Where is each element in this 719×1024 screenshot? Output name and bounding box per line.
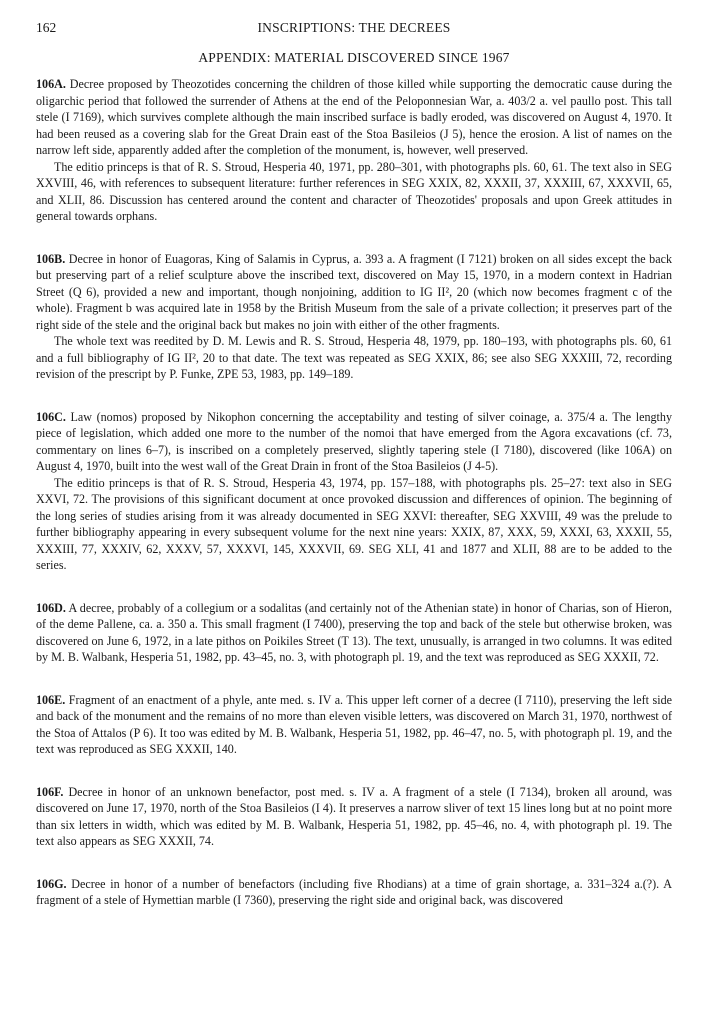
paragraph-text: Decree proposed by Theozotides concerning the children of those killed while supporting the democratic cause during the oligarchic period that followed the surrender of Athens at the end of the Peloponnesian War, a. 403/2 a. vel paullo post. This tall stele (I 7169), which survives complete although the main inscribed surface is badly eroded, was discovered on August 4, 1970. It had been reused as a covering slab for the Great Drain east of the Stoa Basileios (J 5), hence the erosion. A list of names on the narrow left side, apparently added after the completion of the monument, is, however, well preserved. xyxy=(36,77,672,157)
entry-paragraph xyxy=(36,76,672,159)
paragraph-text: Decree in honor of a number of benefactors (including five Rhodians) at a time of grain shortage, a. 331–324 a.(?). A fragment of a stele of Hymettian marble (I 7360), preserving the right side and original back, was discovered xyxy=(36,876,672,907)
entry-label: 106G. xyxy=(36,876,67,891)
page-number: 162 xyxy=(36,20,57,35)
entry-paragraph: The whole text was reedited by D. M. Lewis and R. S. Stroud, Hesperia 48, 1979, pp. 180–193, with photographs pls. 60, 61 and a full bibliography of IG II², 20 to that date. The text was repeated as SEG XXIX, 86; see also SEG XXXIII, 72, recording revision of the prescript by P. Funke, ZPE 53, 1983, pp. 149–189. xyxy=(36,334,672,381)
entry-label: 106C. xyxy=(36,409,66,424)
entry-106f xyxy=(36,784,672,850)
paragraph-text: Decree in honor of an unknown benefactor, post med. s. IV a. A fragment of a stele (I 7134), broken all around, was discovered on June 17, 1970, north of the Stoa Basileios (I 4). It preserves a narrow sliver of text 15 lines long but at no point more than six letters in width, which was edited by M. B. Walbank, Hesperia 51, 1982, pp. 45–46, no. 4, with photograph pl. 19. The text also appears as SEG XXXII, 74. xyxy=(36,784,672,848)
paragraph-text: Fragment of an enactment of a phyle, ante med. s. IV a. This upper left corner of a decree (I 7110), preserving the left side and back of the monument and the remains of no more than eleven visible letters, was discovered on March 31, 1970, northwest of the Stoa of Attalos (P 6). It too was edited by M. B. Walbank, Hesperia 51, 1982, pp. 46–47, no. 5, with photograph pl. 19, and the text was reproduced as SEG XXXII, 140. xyxy=(36,692,672,756)
entry-label: 106A. xyxy=(36,77,66,91)
entry-paragraph xyxy=(36,692,672,758)
entry-106d xyxy=(36,600,672,666)
entry-paragraph: The editio princeps is that of R. S. Stroud, Hesperia 40, 1971, pp. 280–301, with photographs pls. 60, 61. The text also in SEG XXVIII, 46, with references to subsequent literature: further references in SEG XXIX, 82, XXXII, 37, XXXIII, 67, XXXVII, 65, and XLII, 86. Discussion has centered around the content and character of Theozotides' proposals and upon Greek attitudes in general towards orphans. xyxy=(36,159,672,223)
entry-label: 106E. xyxy=(36,692,66,707)
entry-106c xyxy=(36,409,672,574)
section-title: APPENDIX: MATERIAL DISCOVERED SINCE 1967 xyxy=(198,50,510,65)
paragraph-text: Law (nomos) proposed by Nikophon concerning the acceptability and testing of silver coinage, a. 375/4 a. The lengthy piece of legislation, which added one more to the number of the nomoi that have emerged from the Agora excavations (cf. 73, commentary on lines 6–7), is inscribed on a completely preserved, slightly tapering stele (I 7180), discovered (like 106A) on August 4, 1970, built into the west wall of the Great Drain in front of the Stoa Basileios (J 4-5). xyxy=(36,409,673,473)
entry-106e xyxy=(36,692,672,758)
entry-label: 106F. xyxy=(36,784,64,799)
entry-paragraph: The editio princeps is that of R. S. Stroud, Hesperia 43, 1974, pp. 157–188, with photographs pls. 25–27: text also in SEG XXVI, 72. The provisions of this significant document at once provoked discussion and differences of opinion. The beginning of the long series of studies arising from it was already documented in SEG XXVI: thereafter, SEG XXVIII, 49 was the prelude to further bibliography appearing in every subsequent volume for the next nine years: XXIX, 87, XXX, 59, XXXI, 63, XXXII, 55, XXXIII, 77, XXXIV, 62, XXXV, 57, XXXVI, 145, XXXVII, 69. SEG XLI, 41 and 1877 and XLII, 88 are to be added to the series. xyxy=(36,475,672,572)
entry-paragraph xyxy=(36,784,672,850)
page-header xyxy=(36,20,672,42)
paragraph-text: Decree in honor of Euagoras, King of Salamis in Cyprus, a. 393 a. A fragment (I 7121) broken on all sides except the back but preserving part of a relief sculpture above the inscribed text, discovered on May 15, 1970, in a modern context in Hadrian Street (Q 6), provided a new and important, though nonjoining, addition to IG II², 20 (which now becomes fragment c of the whole). Fragment b was acquired late in 1958 by the British Museum from the sale of a private collection; it preserves part of the right side of the stele and the original back but makes no join with either of the other fragments. xyxy=(36,251,672,332)
entry-label: 106D. xyxy=(36,600,66,615)
running-title: INSCRIPTIONS: THE DECREES xyxy=(257,20,451,35)
entry-106b xyxy=(36,251,672,383)
entry-paragraph xyxy=(36,876,672,909)
entry-paragraph xyxy=(36,409,672,475)
entry-106a xyxy=(36,76,672,225)
entry-label: 106B. xyxy=(36,251,66,266)
paragraph-text: A decree, probably of a collegium or a sodalitas (and certainly not of the Athenian state) in honor of Charias, son of Hieron, of the deme Pallene, ca. a. 350 a. This small fragment (I 7400), preserving the top and back of the stele but otherwise broken, was discovered on June 6, 1972, in a late pithos on Poikiles Street (T 13). The text, unusually, is arranged in two columns. It was edited by M. B. Walbank, Hesperia 51, 1982, pp. 43–45, no. 3, with photograph pl. 19, and the text was reproduced as SEG XXXII, 72. xyxy=(36,600,672,664)
page xyxy=(36,20,672,909)
entry-paragraph xyxy=(36,600,672,666)
entry-paragraph xyxy=(36,251,672,334)
entry-106g xyxy=(36,876,672,909)
